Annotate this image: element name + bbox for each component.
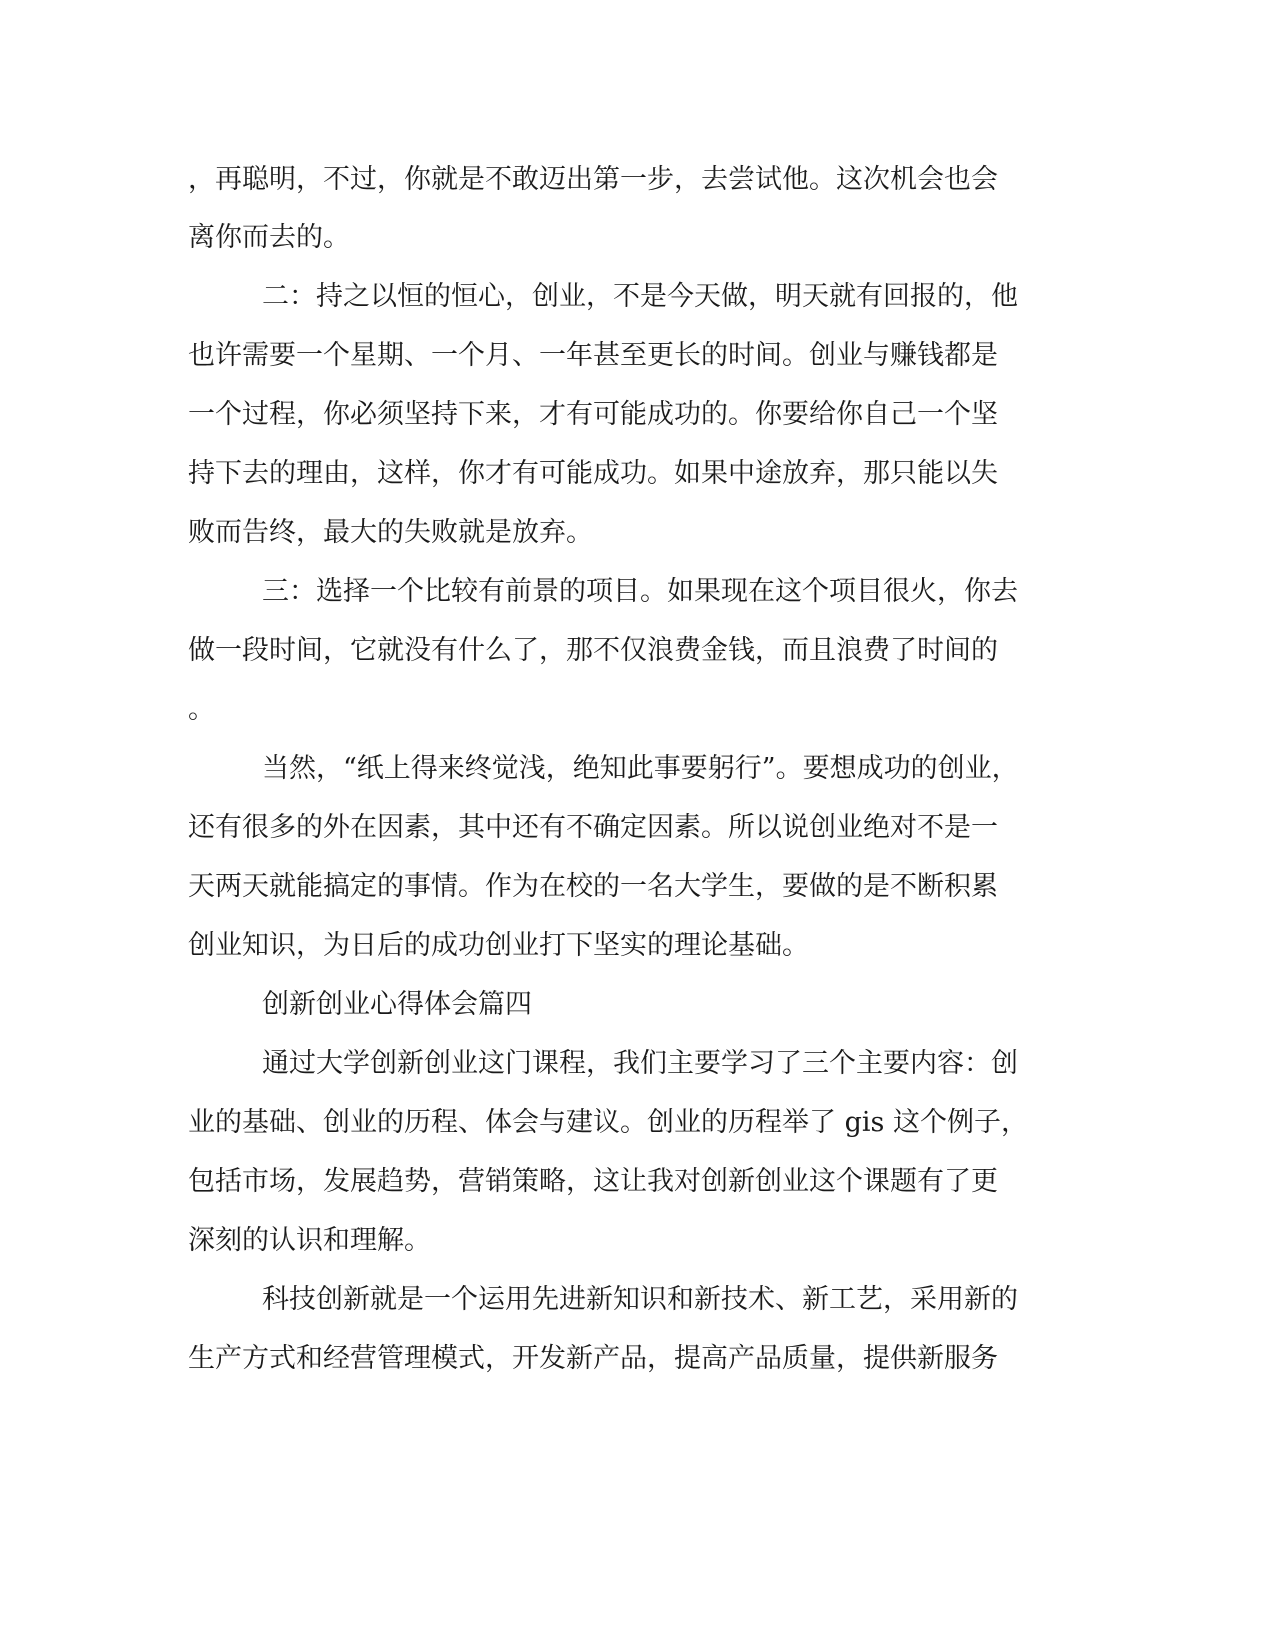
text-line: 还有很多的外在因素，其中还有不确定因素。所以说创业绝对不是一 <box>188 812 998 843</box>
text-line: 业的基础、创业的历程、体会与建议。创业的历程举了 gis 这个例子， <box>188 1107 1028 1138</box>
paragraph-first-line: 科技创新就是一个运用先进新知识和新技术、新工艺，采用新的 <box>262 1284 1018 1315</box>
text-line: 也许需要一个星期、一个月、一年甚至更长的时间。创业与赚钱都是 <box>188 340 998 371</box>
text-line: ，再聪明，不过，你就是不敢迈出第一步，去尝试他。这次机会也会 <box>188 164 998 195</box>
paragraph-first-line: 二：持之以恒的恒心，创业，不是今天做，明天就有回报的，他 <box>262 281 1018 312</box>
text-line: 离你而去的。 <box>188 222 350 253</box>
paragraph-first-line: 通过大学创新创业这门课程，我们主要学习了三个主要内容：创 <box>262 1048 1018 1079</box>
text-line: 深刻的认识和理解。 <box>188 1225 431 1256</box>
text-line: 天两天就能搞定的事情。作为在校的一名大学生，要做的是不断积累 <box>188 871 998 902</box>
text-line: 做一段时间，它就没有什么了，那不仅浪费金钱，而且浪费了时间的 <box>188 635 998 666</box>
text-line: 一个过程，你必须坚持下来，才有可能成功的。你要给你自己一个坚 <box>188 399 998 430</box>
text-line: 。 <box>188 694 215 725</box>
text-line: 持下去的理由，这样，你才有可能成功。如果中途放弃，那只能以失 <box>188 458 998 489</box>
text-line: 败而告终，最大的失败就是放弃。 <box>188 517 593 548</box>
paragraph-first-line: 三：选择一个比较有前景的项目。如果现在这个项目很火，你去 <box>262 576 1018 607</box>
text-line: 生产方式和经营管理模式，开发新产品，提高产品质量，提供新服务 <box>188 1343 998 1374</box>
section-heading: 创新创业心得体会篇四 <box>262 989 532 1020</box>
text-line: 创业知识，为日后的成功创业打下坚实的理论基础。 <box>188 930 809 961</box>
paragraph-first-line: 当然，“纸上得来终觉浅，绝知此事要躬行”。要想成功的创业， <box>262 753 1019 784</box>
text-line: 包括市场，发展趋势，营销策略，这让我对创新创业这个课题有了更 <box>188 1166 998 1197</box>
